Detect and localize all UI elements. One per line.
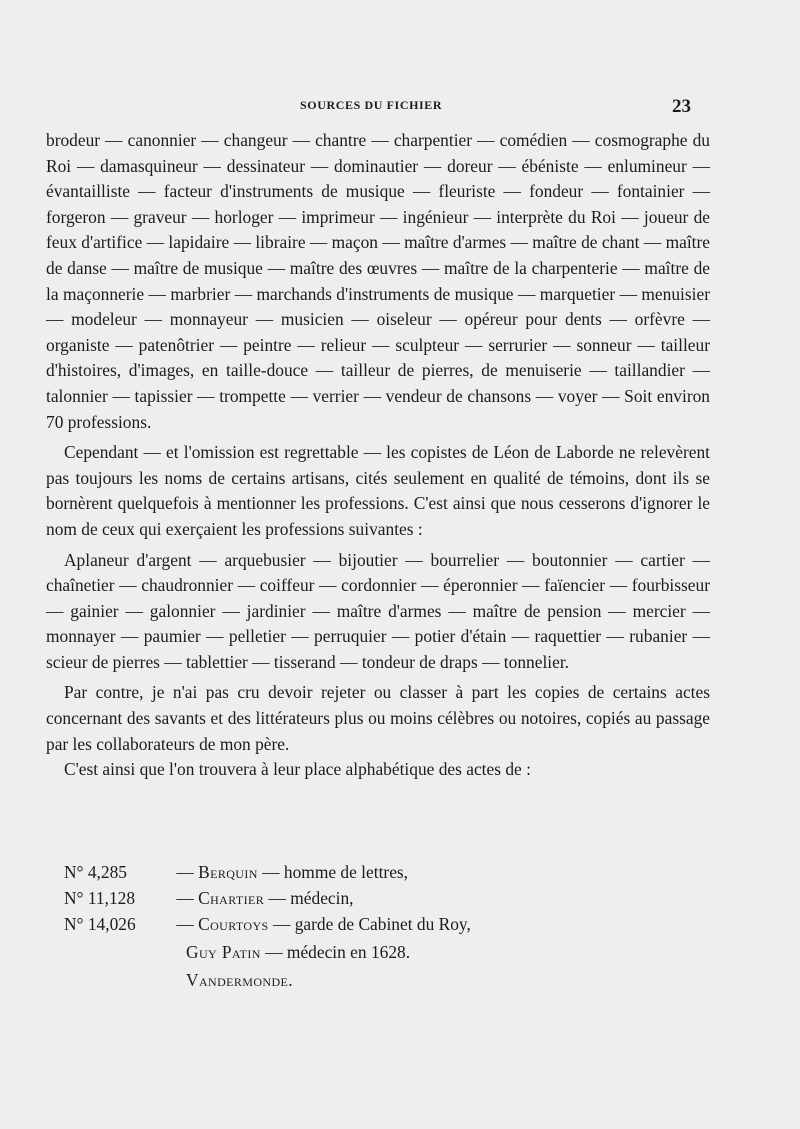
entry-description: — garde de Cabinet du Roy, [268,914,471,934]
running-head [0,96,800,118]
entry-dash: — [172,862,199,882]
aplaneur-paragraph: Aplaneur d'argent — arquebusier — bijoutier — bourrelier — boutonnier — cartier — chaînetier — chaudronnier — coiffeur — cordonnier — éperonnier — faïencier — fourbisseur — gainier — galonnier — jardinier — maître d'armes — maître de pension — mercier — monnayer — paumier — pelletier — perruquier — potier d'étain — raquettier — rubanier — scieur de pierres — tablettier — tisserand — tondeur de draps — tonnelier. [46,549,710,672]
entry-description: — médecin en 1628. [260,942,411,962]
running-title: SOURCES DU FICHIER [300,98,443,112]
entry-description: — homme de lettres, [257,862,409,882]
list-item [186,942,410,963]
list-item [64,888,354,909]
entry-name: Guy Patin [186,942,261,962]
page-number: 23 [672,96,691,117]
cependant-paragraph: Cependant — et l'omission est regrettable — les copistes de Léon de Laborde ne relevèrent pas toujours les noms de certains artisans, cités seulement en qualité de témoins, dont ils se bornèrent quelquefois à mentionner les professions. C'est ainsi que nous cesserons d'ignorer le nom de ceux qui exerçaient les professions suivantes : [46,442,710,539]
list-item [64,862,408,883]
list-item [64,914,471,935]
entry-number: N° 11,128 [64,888,136,908]
entry-name: Vandermonde. [186,970,294,990]
entry-name: Chartier [198,888,265,908]
entry-number: N° 14,026 [64,914,136,934]
professions-paragraph: brodeur — canonnier — changeur — chantre — charpentier — comédien — cosmographe du Roi — damasquineur — dessinateur — dominautier — doreur — ébéniste — enlumineur — évantailliste — facteur d'instruments de musique — fleuriste — fondeur — fontainier — forgeron — graveur — horloger — imprimeur — ingénieur — interprète du Roi — joueur de feux d'artifice — lapidaire — libraire — maçon — maître d'armes — maître de chant — maître de danse — maître de musique — maître des œuvres — maître de la charpenterie — maître de la maçonnerie — marbrier — marchands d'instruments de musique — marquetier — menuisier — modeleur — monnayeur — musicien — oiseleur — opéreur pour dents — orfèvre — organiste — patenôtrier — peintre — relieur — sculpteur — serrurier — sonneur — tailleur d'histoires, d'images, en taille-douce — tailleur de pierres, de menuiserie — taillandier — talonnier — tapissier — trompette — verrier — vendeur de chansons — voyer — Soit environ 70 professions. [46,130,710,432]
body-text [46,128,710,783]
entry-name: Berquin [198,862,258,882]
cest-ainsi-paragraph: C'est ainsi que l'on trouvera à leur place alphabétique des actes de : [64,759,531,780]
entry-name: Courtoys [198,914,269,934]
entry-number: N° 4,285 [64,862,127,882]
list-item [186,970,293,991]
entry-description: — médecin, [264,888,354,908]
entry-dash: — [172,888,199,908]
par-contre-paragraph: Par contre, je n'ai pas cru devoir rejeter ou classer à part les copies de certains actes concernant des savants et des littérateurs plus ou moins célèbres ou notoires, copiés au passage par les collaborateurs de mon père. [46,682,710,754]
entry-dash: — [172,914,199,934]
